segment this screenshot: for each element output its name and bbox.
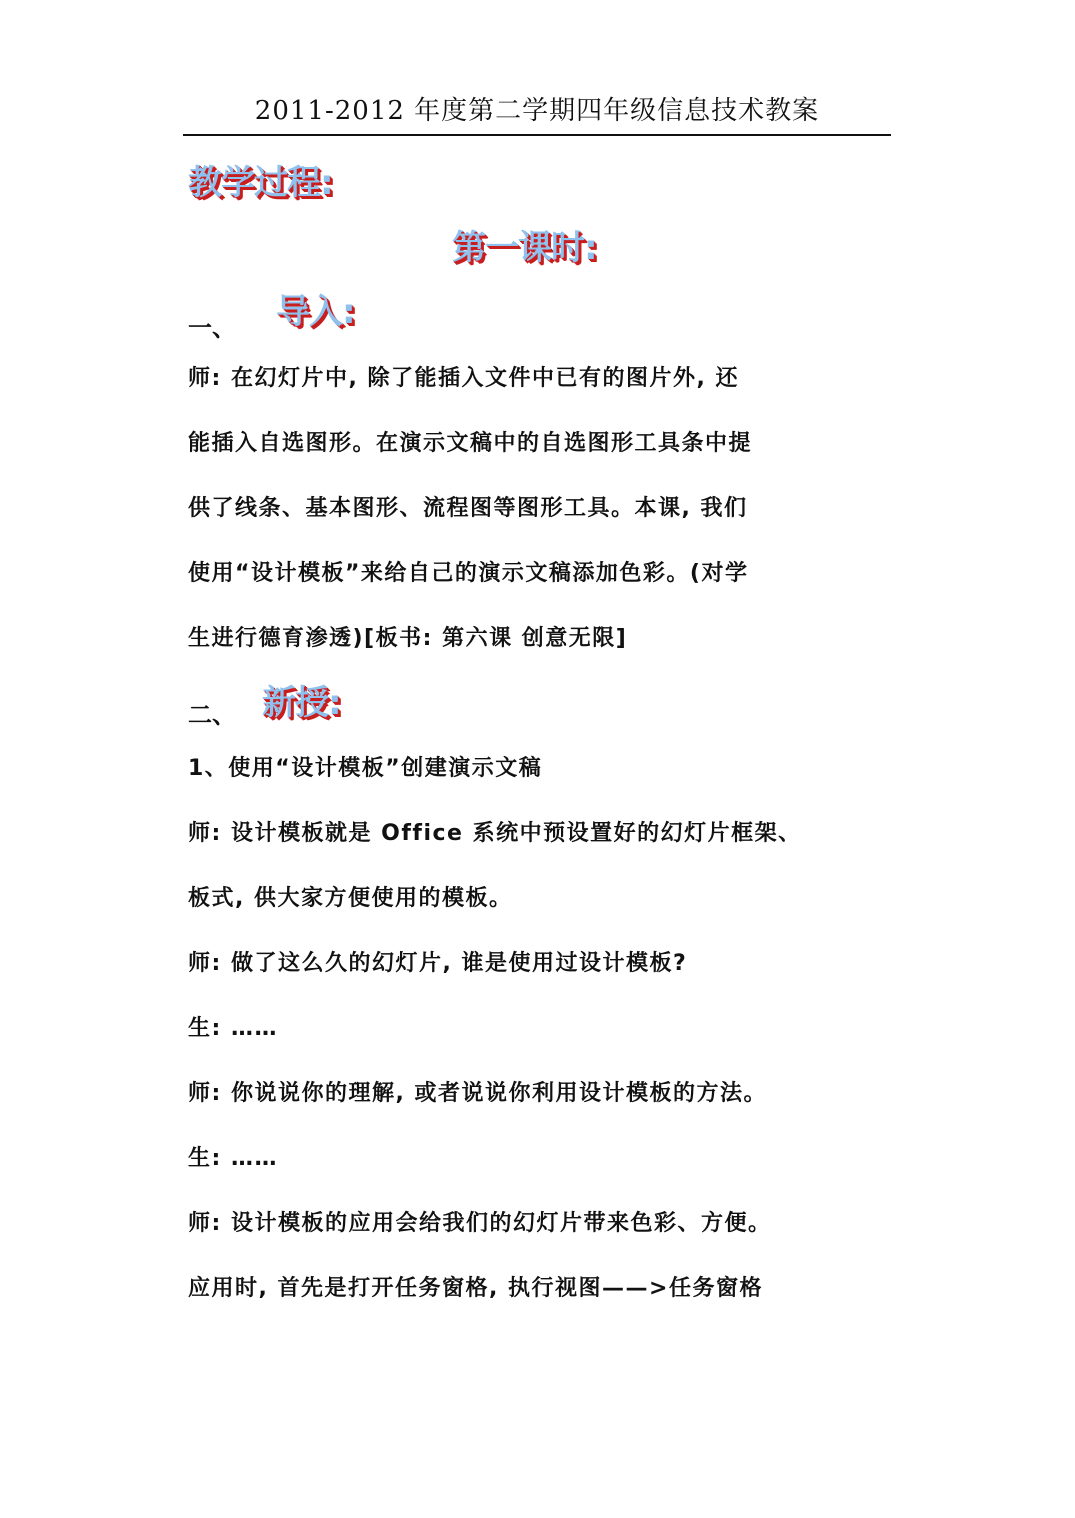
new-lesson-line-5: 生: …… — [188, 1016, 278, 1041]
intro-line-5: 生进行德育渗透)[板书: 第六课 创意无限] — [188, 626, 628, 651]
intro-line-4: 使用“设计模板”来给自己的演示文稿添加色彩。(对学 — [188, 561, 749, 586]
new-lesson-line-9: 应用时, 首先是打开任务窗格, 执行视图——>任务窗格 — [188, 1276, 763, 1301]
intro-line-3: 供了线条、基本图形、流程图等图形工具。本课, 我们 — [188, 496, 748, 521]
intro-line-2: 能插入自选图形。在演示文稿中的自选图形工具条中提 — [188, 431, 753, 456]
heading-first-lesson: 第一课时: — [452, 228, 597, 268]
new-lesson-line-6: 师: 你说说你的理解, 或者说说你利用设计模板的方法。 — [188, 1081, 767, 1106]
new-lesson-line-1: 1、使用“设计模板”创建演示文稿 — [188, 756, 543, 781]
section-number-one: 一、 — [188, 314, 236, 342]
header-title: 2011-2012 年度第二学期四年级信息技术教案 — [254, 96, 820, 126]
new-lesson-line-2: 师: 设计模板就是 Office 系统中预设置好的幻灯片框架、 — [188, 821, 802, 846]
new-lesson-line-8: 师: 设计模板的应用会给我们的幻灯片带来色彩、方便。 — [188, 1211, 772, 1236]
new-lesson-line-3: 板式, 供大家方便使用的模板。 — [188, 886, 513, 911]
new-lesson-line-7: 生: …… — [188, 1146, 278, 1171]
page-header — [183, 92, 891, 136]
heading-teaching-process: 教学过程: — [188, 163, 333, 203]
new-lesson-line-4: 师: 做了这么久的幻灯片, 谁是使用过设计模板? — [188, 951, 688, 976]
heading-intro: 导入: — [276, 292, 355, 332]
section-number-two: 二、 — [188, 701, 236, 729]
heading-new-lesson: 新授: — [262, 683, 341, 723]
intro-line-1: 师: 在幻灯片中, 除了能插入文件中已有的图片外, 还 — [188, 366, 739, 391]
